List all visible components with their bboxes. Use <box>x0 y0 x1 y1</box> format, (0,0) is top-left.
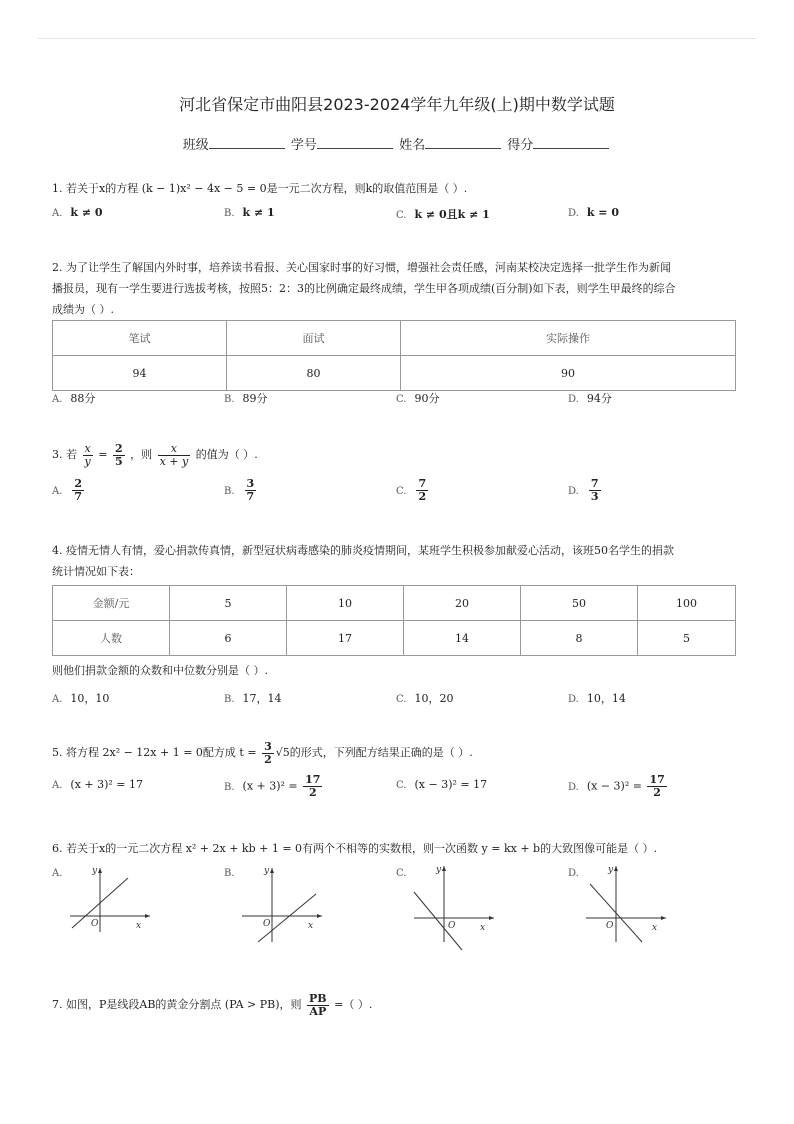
q5-option-c[interactable]: C. (x − 3)² = 17 <box>396 778 488 791</box>
svg-text:O: O <box>606 921 614 931</box>
q4-row2-header: 人数 <box>53 621 170 656</box>
q2-header-practical: 实际操作 <box>401 321 736 356</box>
q2-stem-line3: 成绩为（ ）. <box>52 303 114 316</box>
q2-value-interview: 80 <box>227 356 401 391</box>
q4-amount-cell: 5 <box>170 586 287 621</box>
svg-text:x: x <box>308 921 314 931</box>
svg-text:x: x <box>652 923 658 933</box>
q1-option-a[interactable]: A. k ≠ 0 <box>52 206 103 219</box>
svg-text:O: O <box>448 921 456 931</box>
q3-option-b[interactable]: B. $\frac{3}{7}$ <box>224 477 255 503</box>
q4-stem-line1: 4. 疫情无情人有情，爱心捐款传真情，新型冠状病毒感染的肺炎疫情期间，某班学生积极参加献爱心活动，该班50名学生的捐款 <box>52 544 674 557</box>
q3-option-c[interactable]: C. $\frac{7}{2}$ <box>396 477 427 503</box>
q4-count-cell: 17 <box>287 621 404 656</box>
q4-amount-cell: 20 <box>404 586 521 621</box>
question-3-stem: 3. 若 $\frac{x}{y}$ = $\frac{2}{5}$ ，则 $\frac{x}{x + y}$ 的值为（ ）. <box>52 441 258 468</box>
q2-option-a[interactable]: A. 88分 <box>52 392 96 405</box>
q2-value-written: 94 <box>53 356 227 391</box>
class-blank[interactable] <box>209 136 285 149</box>
info-label-id: 学号 <box>290 138 317 153</box>
svg-text:O: O <box>91 919 99 929</box>
name-blank[interactable] <box>425 136 501 149</box>
page-title: 河北省保定市曲阳县2023-2024学年九年级(上)期中数学试题 <box>179 95 615 114</box>
student-info-row <box>0 134 794 153</box>
q1-option-d[interactable]: D. k = 0 <box>568 206 619 219</box>
q4-row1-header: 金额/元 <box>53 586 170 621</box>
svg-text:y: y <box>436 865 442 875</box>
svg-text:y: y <box>264 866 270 876</box>
id-blank[interactable] <box>317 136 393 149</box>
q6-graph-d <box>582 862 672 944</box>
q2-header-written: 笔试 <box>53 321 227 356</box>
q4-option-a[interactable]: A. 10，10 <box>52 692 110 705</box>
q3-option-d[interactable]: D. $\frac{7}{3}$ <box>568 477 599 503</box>
q4-option-b[interactable]: B. 17，14 <box>224 692 282 705</box>
q2-header-interview: 面试 <box>227 321 401 356</box>
q4-amount-cell: 50 <box>521 586 638 621</box>
q3-target-frac: $\frac{x}{x + y}$ <box>159 441 189 468</box>
q2-value-practical: 90 <box>401 356 736 391</box>
q7-frac: $\frac{PB}{AP}$ <box>309 991 327 1018</box>
info-label-class: 班级 <box>182 138 209 153</box>
q5-frac: $\frac{3}{2}$ <box>264 739 272 766</box>
q4-count-cell: 8 <box>521 621 638 656</box>
svg-text:y: y <box>92 866 98 876</box>
q6-option-a[interactable]: A. <box>52 868 63 879</box>
q6-option-b[interactable]: B. <box>224 868 235 879</box>
top-divider <box>38 38 756 39</box>
svg-text:x: x <box>136 921 142 931</box>
q4-after-text: 则他们捐款金额的众数和中位数分别是（ ）. <box>52 664 268 677</box>
q1-option-c[interactable]: C. k ≠ 0且k ≠ 1 <box>396 208 490 221</box>
q2-option-d[interactable]: D. 94分 <box>568 392 612 405</box>
q3-cond-right-frac: $\frac{2}{5}$ <box>114 441 123 468</box>
question-2-stem <box>52 257 742 320</box>
question-7-stem: 7. 如图，P是线段AB的黄金分割点 (PA > PB)，则 $\frac{PB}{AP}$ =（ ）. <box>52 991 373 1018</box>
svg-text:x: x <box>480 923 486 933</box>
q2-stem-line1: 2. 为了让学生了解国内外时事，培养读书看报、关心国家时事的好习惯，增强社会责任感，河南某校决定选择一批学生作为新闻 <box>52 261 671 274</box>
q6-graph-c <box>410 862 500 952</box>
info-label-score: 得分 <box>507 138 534 153</box>
q6-option-d[interactable]: D. <box>568 868 579 879</box>
q3-cond-left-frac: $\frac{x}{y}$ <box>84 441 91 468</box>
q4-amount-cell: 10 <box>287 586 404 621</box>
q6-graph-b <box>238 862 328 944</box>
question-4-stem <box>52 540 742 582</box>
q6-graph-a <box>66 862 156 934</box>
q2-stem-line2: 播报员，现有一学生要进行选拔考核，按照5：2：3的比例确定最终成绩，学生甲各项成绩(百分制)如下表，则学生甲最终的综合 <box>52 282 676 295</box>
question-5-stem: 5. 将方程 2x² − 12x + 1 = 0配方成 t = $\frac{3}{2}$ √5的形式，下列配方结果正确的是（ ）. <box>52 739 473 766</box>
q2-option-c[interactable]: C. 90分 <box>396 392 440 405</box>
q5-option-b[interactable]: B. (x + 3)² = $\frac{17}{2}$ <box>224 773 321 799</box>
q4-option-c[interactable]: C. 10，20 <box>396 692 454 705</box>
q4-count-cell: 14 <box>404 621 521 656</box>
q4-stem-line2: 统计情况如下表： <box>52 565 140 578</box>
q3-option-a[interactable]: A. $\frac{2}{7}$ <box>52 477 83 503</box>
q4-count-cell: 5 <box>638 621 736 656</box>
q1-option-b[interactable]: B. k ≠ 1 <box>224 206 275 219</box>
q4-donation-table <box>52 585 736 656</box>
q2-score-table <box>52 320 736 391</box>
question-1-stem: 1. 若关于x的方程 (k − 1)x² − 4x − 5 = 0是一元二次方程，则k的取值范围是（ ）. <box>52 182 468 195</box>
q4-amount-cell: 100 <box>638 586 736 621</box>
svg-text:O: O <box>263 919 271 929</box>
q6-option-c[interactable]: C. <box>396 868 407 879</box>
q4-option-d[interactable]: D. 10，14 <box>568 692 626 705</box>
question-6-stem: 6. 若关于x的一元二次方程 x² + 2x + kb + 1 = 0有两个不相等的实数根，则一次函数 y = kx + b的大致图像可能是（ ）. <box>52 842 658 855</box>
q5-option-a[interactable]: A. (x + 3)² = 17 <box>52 778 144 791</box>
score-blank[interactable] <box>533 136 609 149</box>
svg-text:y: y <box>608 865 614 875</box>
q2-option-b[interactable]: B. 89分 <box>224 392 268 405</box>
info-label-name: 姓名 <box>399 138 426 153</box>
q5-option-d[interactable]: D. (x − 3)² = $\frac{17}{2}$ <box>568 773 665 799</box>
q4-count-cell: 6 <box>170 621 287 656</box>
